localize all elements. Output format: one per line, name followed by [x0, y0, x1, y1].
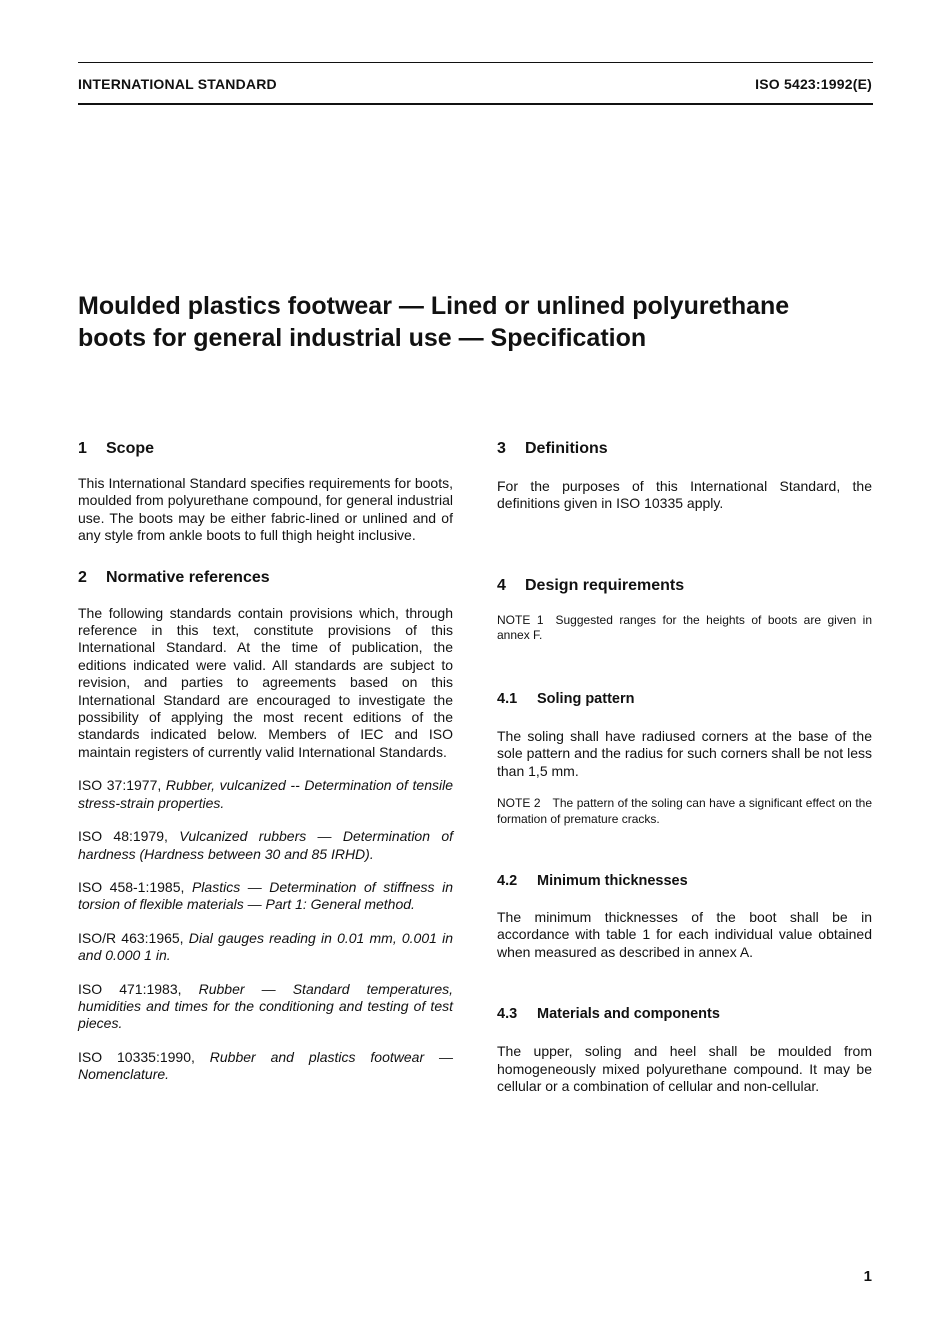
- left-column: [78, 440, 453, 1084]
- reference-item: ISO/R 463:1965, Dial gauges reading in 0.01 mm, 0.001 in and 0.000 1 in.: [78, 929, 453, 964]
- reference-item: ISO 37:1977, Rubber, vulcanized -- Determination of tensile stress-strain properties.: [78, 777, 453, 811]
- soling-pattern-text: The soling shall have radiused corners at the base of the sole pattern and the radius for such corners shall be not less than 1,5 mm.: [497, 727, 872, 779]
- document-number: ISO 5423:1992(E): [755, 76, 872, 92]
- definitions-text: For the purposes of this International Standard, the definitions given in ISO 10335 apply.: [497, 478, 872, 512]
- document-type: INTERNATIONAL STANDARD: [78, 76, 277, 92]
- header-top-rule: [78, 62, 873, 63]
- subsection-heading-materials-components: 4.3 Materials and components: [497, 1006, 720, 1023]
- right-column: [497, 440, 872, 1095]
- section-heading-definitions: 3 Definitions: [497, 440, 608, 457]
- title-line-2: boots for general industrial use — Specification: [78, 324, 647, 352]
- normative-references-text: The following standards contain provisions which, through reference in this text, constitute provisions of this International Standard. At the time of publication, the editions indicated were valid. All standards are subject to revision, and parties to agreements based on this International Standard are encouraged to investigate the possibility of applying the most recent editions of the standards indicated below. Members of IEC and ISO maintain registers of currently valid International Standards.: [78, 604, 453, 760]
- reference-item: ISO 48:1979, Vulcanized rubbers — Determination of hardness (Hardness between 30 and 85 IRHD).: [78, 828, 453, 862]
- section-heading-scope: 1 Scope: [78, 440, 155, 457]
- materials-components-text: The upper, soling and heel shall be moulded from homogeneously mixed polyurethane compound. It may be cellular or a combination of cellular and non-cellular.: [497, 1043, 872, 1095]
- header-bottom-rule: [78, 103, 873, 105]
- section-heading-normative-references: 2 Normative references: [78, 568, 270, 586]
- page-number: 1: [863, 1268, 872, 1285]
- subsection-heading-soling-pattern: 4.1 Soling pattern: [497, 690, 635, 707]
- soling-note: NOTE 2 The pattern of the soling can have a significant effect on the formation of premature cracks.: [497, 796, 873, 826]
- document-title: [78, 290, 868, 354]
- reference-item: ISO 471:1983, Rubber — Standard temperatures, humidities and times for the conditioning and testing of test pieces.: [78, 980, 454, 1032]
- subsection-heading-minimum-thicknesses: 4.2 Minimum thicknesses: [497, 873, 688, 890]
- minimum-thicknesses-text: The minimum thicknesses of the boot shall be in accordance with table 1 for each individual value obtained when measured as described in annex A.: [497, 909, 872, 960]
- title-line-1: Moulded plastics footwear — Lined or unlined polyurethane: [78, 292, 790, 320]
- reference-item: ISO 458-1:1985, Plastics — Determination of stiffness in torsion of flexible materials — Part 1: General method.: [78, 878, 453, 913]
- design-note: NOTE 1 Suggested ranges for the heights of boots are given in annex F.: [497, 612, 873, 643]
- section-heading-design-requirements: 4 Design requirements: [497, 576, 685, 594]
- scope-text: This International Standard specifies requirements for boots, moulded from polyurethane compound, for general industrial use. The boots may be either fabric-lined or unlined and of any style from ankle boots to full thigh height inclusive.: [78, 475, 453, 544]
- reference-item: ISO 10335:1990, Rubber and plastics footwear — Nomenclature.: [78, 1048, 454, 1083]
